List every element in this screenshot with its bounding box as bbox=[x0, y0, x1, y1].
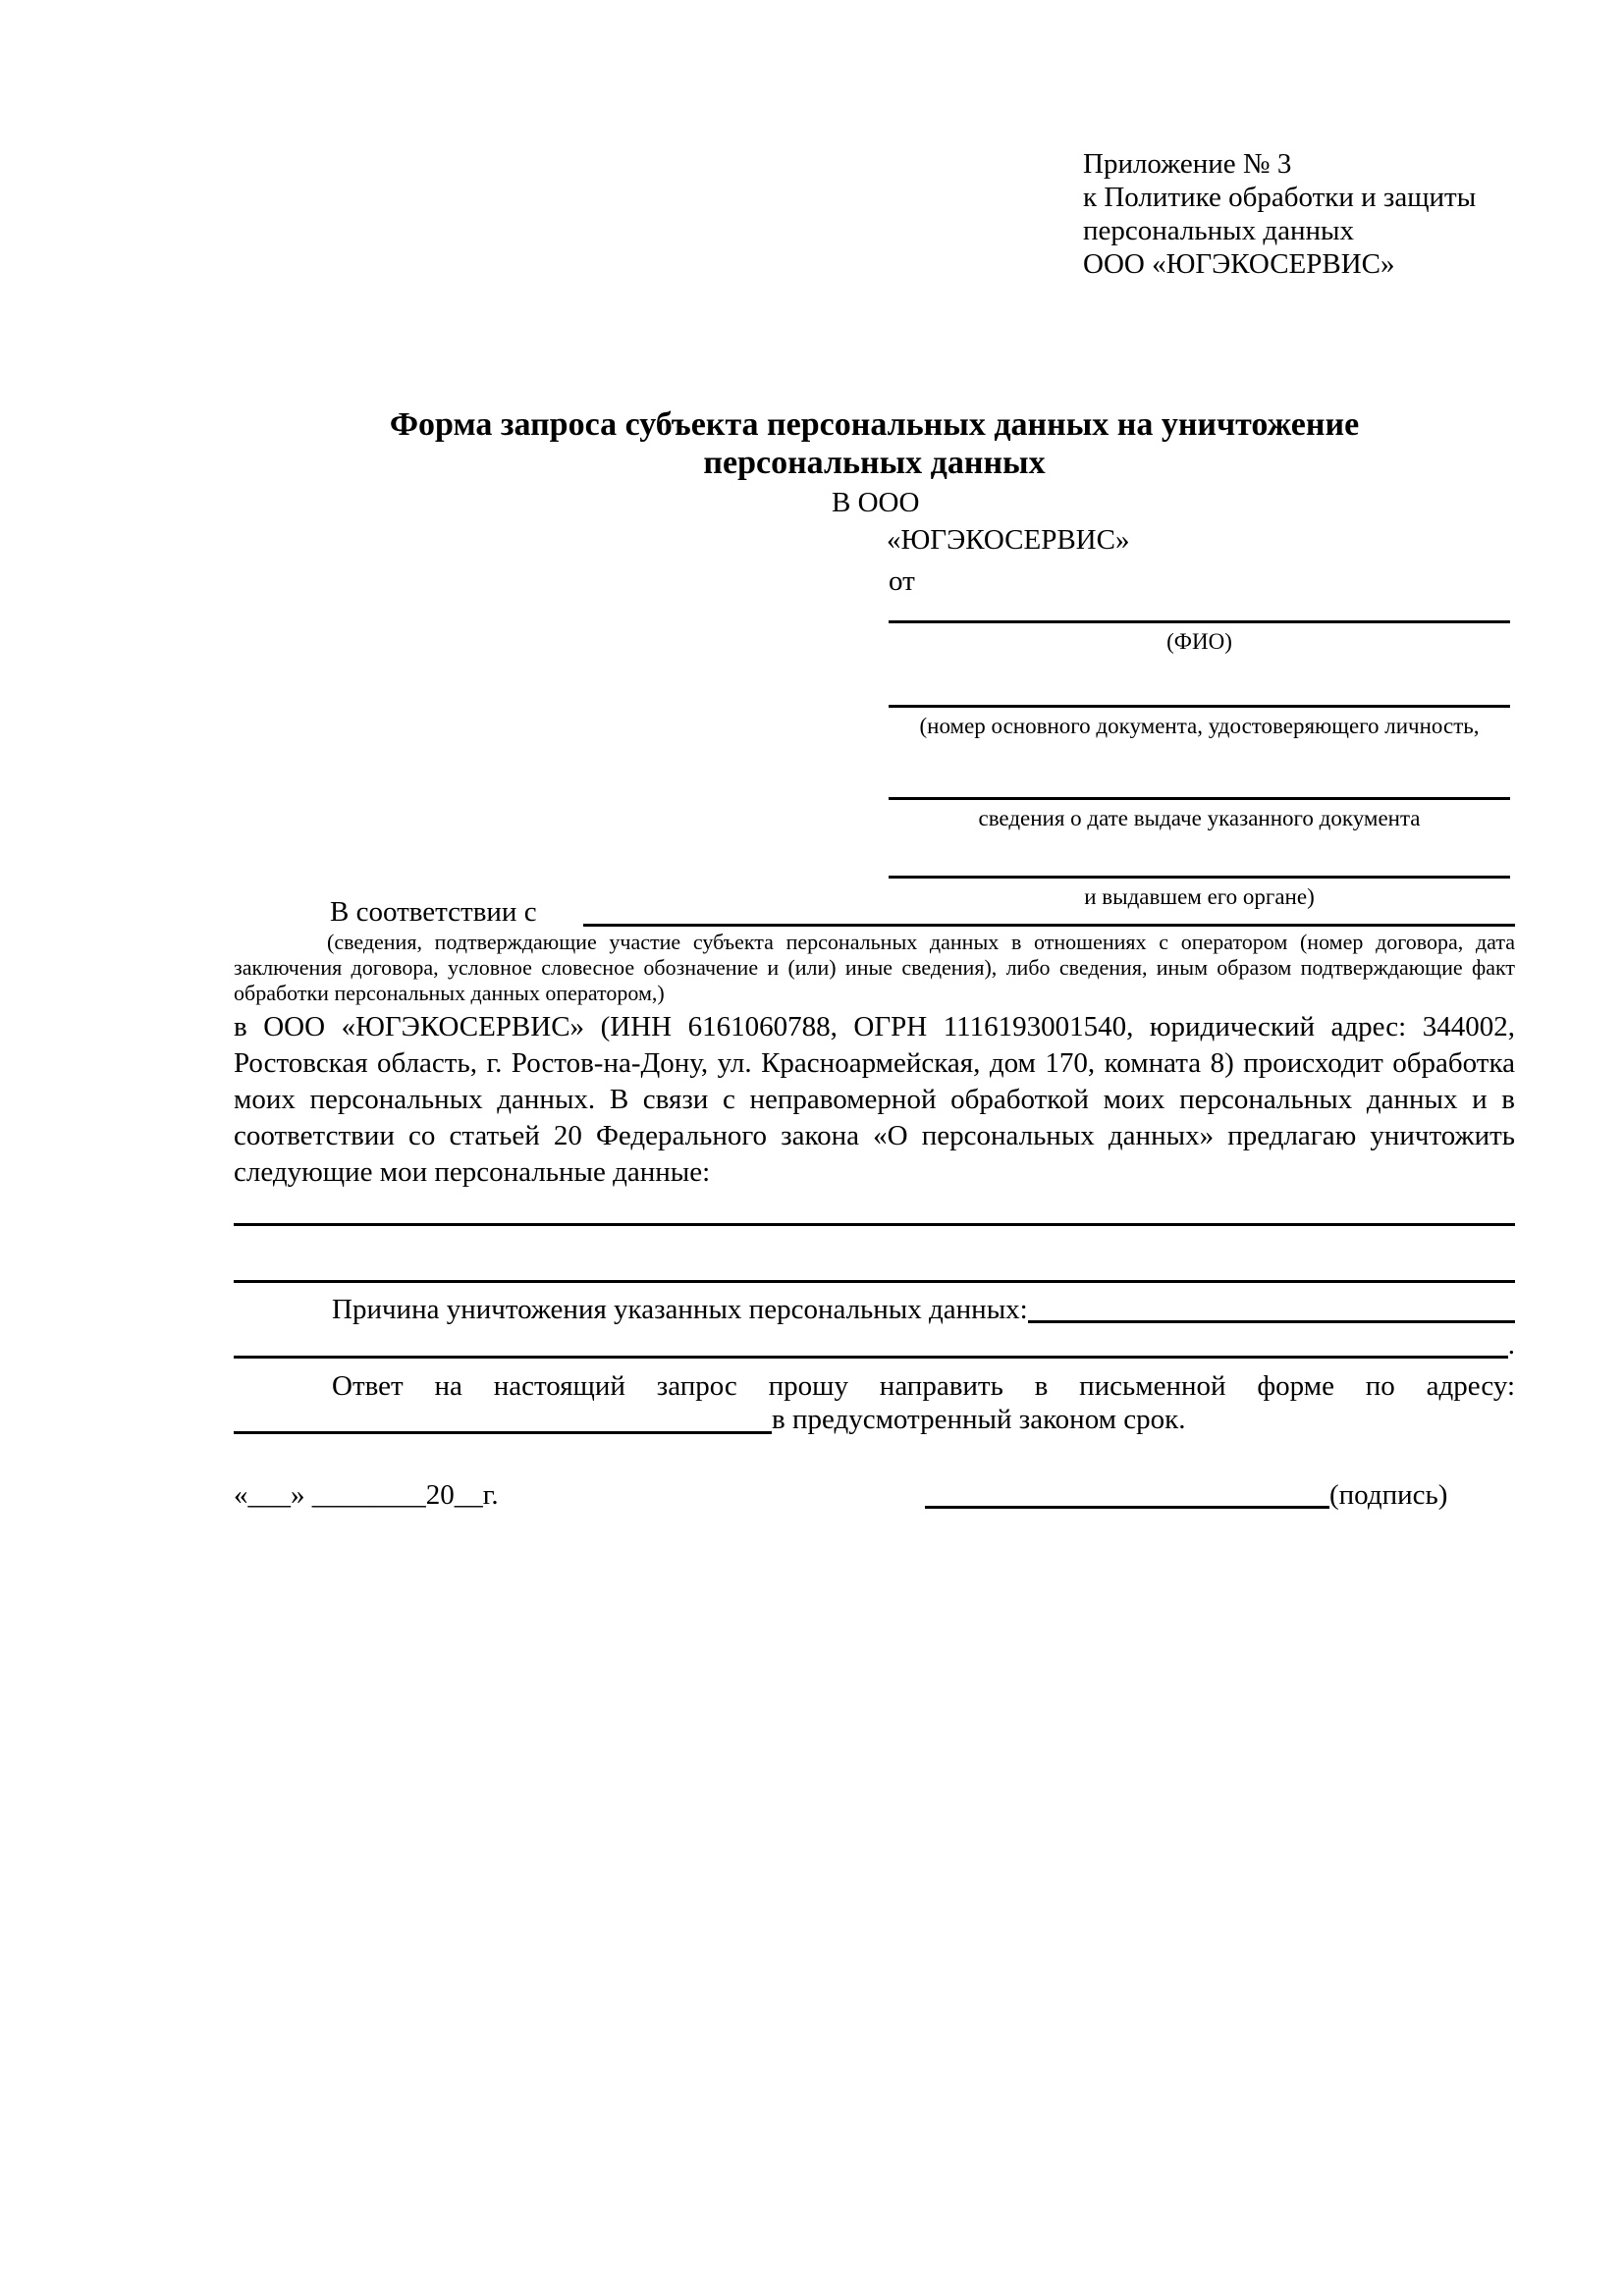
document-title-line: персональных данных bbox=[703, 445, 1046, 481]
appendix-line: ООО «ЮГЭКОСЕРВИС» bbox=[1083, 248, 1395, 280]
signature-caption: (подпись) bbox=[1329, 1479, 1448, 1511]
reason-fill-in-line bbox=[1028, 1292, 1515, 1323]
fio-fill-in-line bbox=[889, 620, 1510, 623]
doc-number-caption: (номер основного документа, удостоверяющего личность, bbox=[919, 714, 1480, 738]
data-fill-in-line bbox=[234, 1280, 1515, 1283]
address-fill-in-line bbox=[234, 1402, 772, 1434]
reason-line-period: . bbox=[1507, 1329, 1515, 1361]
answer-tail-text: в предусмотренный законом срок. bbox=[772, 1404, 1186, 1435]
appendix-block bbox=[1083, 147, 1476, 281]
document-title bbox=[234, 405, 1515, 482]
reason-row bbox=[234, 1292, 1515, 1327]
appendix-line: персональных данных bbox=[1083, 215, 1355, 246]
date-fill-in-text: «___» ________20__г. bbox=[234, 1479, 499, 1511]
fio-caption: (ФИО) bbox=[1166, 629, 1232, 654]
data-fill-in-line bbox=[234, 1223, 1515, 1226]
addressee-org-name: «ЮГЭКОСЕРВИС» bbox=[887, 524, 1130, 556]
doc-number-fill-in-line bbox=[889, 705, 1510, 708]
document-title-line: Форма запроса субъекта персональных данных на уничтожение bbox=[389, 406, 1360, 443]
answer-address-row bbox=[234, 1402, 1515, 1438]
accordance-lead-text: В соответствии с bbox=[330, 896, 537, 928]
reason-continuation-row bbox=[234, 1327, 1515, 1362]
accordance-fill-in-line bbox=[583, 924, 1515, 927]
doc-date-caption: сведения о дате выдаче указанного документа bbox=[978, 806, 1421, 830]
answer-paragraph: Ответ на настоящий запрос прошу направить в письменной форме по адресу: bbox=[332, 1370, 1515, 1402]
doc-date-fill-in-line bbox=[889, 797, 1510, 800]
appendix-line: Приложение № 3 bbox=[1083, 148, 1292, 180]
addressee-to-label: В ООО bbox=[832, 487, 920, 518]
doc-issuer-caption: и выдавшем его органе) bbox=[1084, 884, 1315, 909]
reason-label: Причина уничтожения указанных персональных данных: bbox=[332, 1294, 1028, 1325]
body-paragraph: в ООО «ЮГЭКОСЕРВИС» (ИНН 6161060788, ОГРН 1116193001540, юридический адрес: 344002, Ростовская область, г. Ростов-на-Дону, ул. Красноармейская, дом 170, комната 8) происходит обработка моих персональных данных. В связи с неправомерной обработкой моих персональных данных и в соответствии со статьей 20 Федерального закона «О персональных данных» предлагаю уничтожить следующие мои персональные данные: bbox=[234, 1011, 1515, 1188]
appendix-line: к Политике обработки и защиты bbox=[1083, 182, 1477, 213]
addressee-from-label: от bbox=[889, 565, 915, 597]
reason-fill-in-line bbox=[234, 1327, 1508, 1359]
accordance-note: (сведения, подтверждающие участие субъекта персональных данных в отношениях с оператором (номер договора, дата заключения договора, условное словесное обозначение и (или) иные сведения), либо сведения, иным образом подтверждающие факт обработки персональных данных оператором,) bbox=[234, 930, 1515, 1005]
signature-fill-in-line bbox=[925, 1476, 1329, 1509]
signature-row bbox=[925, 1476, 1515, 1514]
doc-issuer-fill-in-line bbox=[889, 876, 1510, 879]
